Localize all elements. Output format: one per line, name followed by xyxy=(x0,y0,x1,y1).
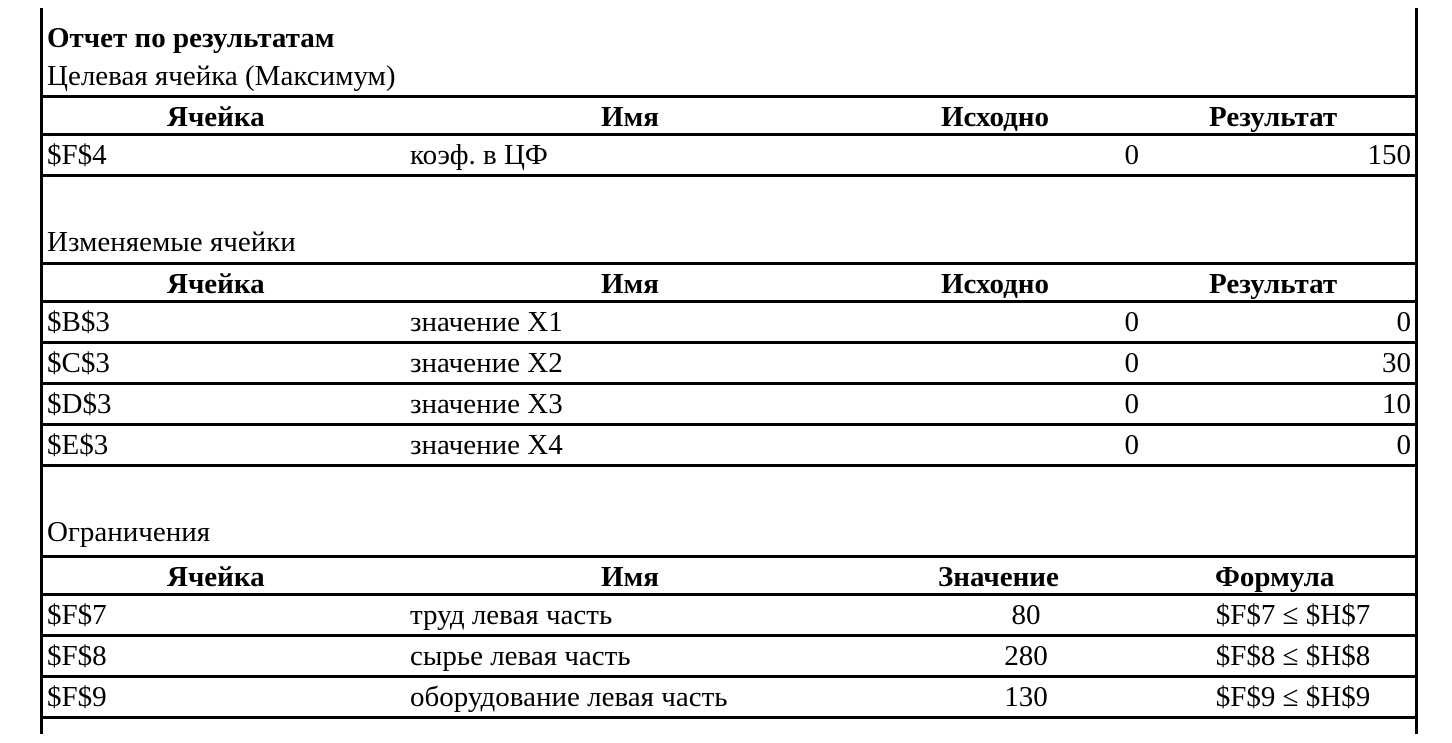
cell-initial: 0 xyxy=(1124,347,1139,379)
cell-name: коэф. в ЦФ xyxy=(410,139,548,171)
target-section-title: Целевая ячейка (Максимум) xyxy=(47,60,396,92)
table-row xyxy=(43,596,1415,637)
cell-result: 150 xyxy=(1367,139,1411,171)
table-row xyxy=(43,678,1415,719)
cell-initial: 0 xyxy=(1124,139,1139,171)
cell-name: труд левая часть xyxy=(410,599,613,631)
cell-name: значение X1 xyxy=(410,306,563,338)
cell-formula: $F$8 ≤ $H$8 xyxy=(1215,640,1371,672)
cell-ref: $F$8 xyxy=(47,640,107,672)
cell-initial: 0 xyxy=(1124,388,1139,420)
cell-ref: $C$3 xyxy=(47,347,110,379)
constraints-table xyxy=(43,555,1415,719)
cell-name: сырье левая часть xyxy=(410,640,631,672)
cell-name: значение X3 xyxy=(410,388,563,420)
table-row xyxy=(43,426,1415,467)
table-row xyxy=(43,303,1415,344)
cell-name: оборудование левая часть xyxy=(410,681,728,713)
header-result: Результат xyxy=(1209,101,1338,133)
cell-value: 130 xyxy=(1004,681,1048,713)
cell-name: значение X4 xyxy=(410,429,563,461)
header-result: Результат xyxy=(1209,268,1338,300)
cell-result: 10 xyxy=(1382,388,1411,420)
cell-ref: $E$3 xyxy=(47,429,109,461)
changing-cells-table xyxy=(43,262,1415,467)
header-formula: Формула xyxy=(1215,561,1335,593)
changing-section-title: Изменяемые ячейки xyxy=(47,226,296,258)
table-header-row xyxy=(43,262,1415,303)
cell-ref: $F$9 xyxy=(47,681,107,713)
cell-value: 80 xyxy=(1011,599,1041,631)
header-name: Имя xyxy=(601,268,659,300)
cell-formula: $F$9 ≤ $H$9 xyxy=(1215,681,1371,713)
cell-name: значение X2 xyxy=(410,347,563,379)
header-cell: Ячейка xyxy=(167,268,265,300)
solver-results-report xyxy=(40,8,1418,734)
header-name: Имя xyxy=(601,561,659,593)
header-cell: Ячейка xyxy=(167,561,265,593)
cell-formula: $F$7 ≤ $H$7 xyxy=(1215,599,1371,631)
header-initial: Исходно xyxy=(941,101,1049,133)
constraints-section-title: Ограничения xyxy=(47,516,211,548)
table-row xyxy=(43,385,1415,426)
cell-initial: 0 xyxy=(1124,306,1139,338)
cell-result: 0 xyxy=(1396,429,1411,461)
cell-ref: $F$4 xyxy=(47,139,107,171)
cell-initial: 0 xyxy=(1124,429,1139,461)
table-header-row xyxy=(43,95,1415,136)
table-row xyxy=(43,344,1415,385)
table-header-row xyxy=(43,555,1415,596)
header-cell: Ячейка xyxy=(167,101,265,133)
cell-ref: $F$7 xyxy=(47,599,107,631)
cell-value: 280 xyxy=(1004,640,1048,672)
cell-result: 0 xyxy=(1396,306,1411,338)
header-value: Значение xyxy=(938,561,1059,593)
header-initial: Исходно xyxy=(941,268,1049,300)
table-row xyxy=(43,136,1415,177)
header-name: Имя xyxy=(601,101,659,133)
cell-ref: $D$3 xyxy=(47,388,112,420)
report-title: Отчет по результатам xyxy=(47,22,335,54)
target-cell-table xyxy=(43,95,1415,177)
table-row xyxy=(43,637,1415,678)
cell-ref: $B$3 xyxy=(47,306,110,338)
cell-result: 30 xyxy=(1382,347,1411,379)
